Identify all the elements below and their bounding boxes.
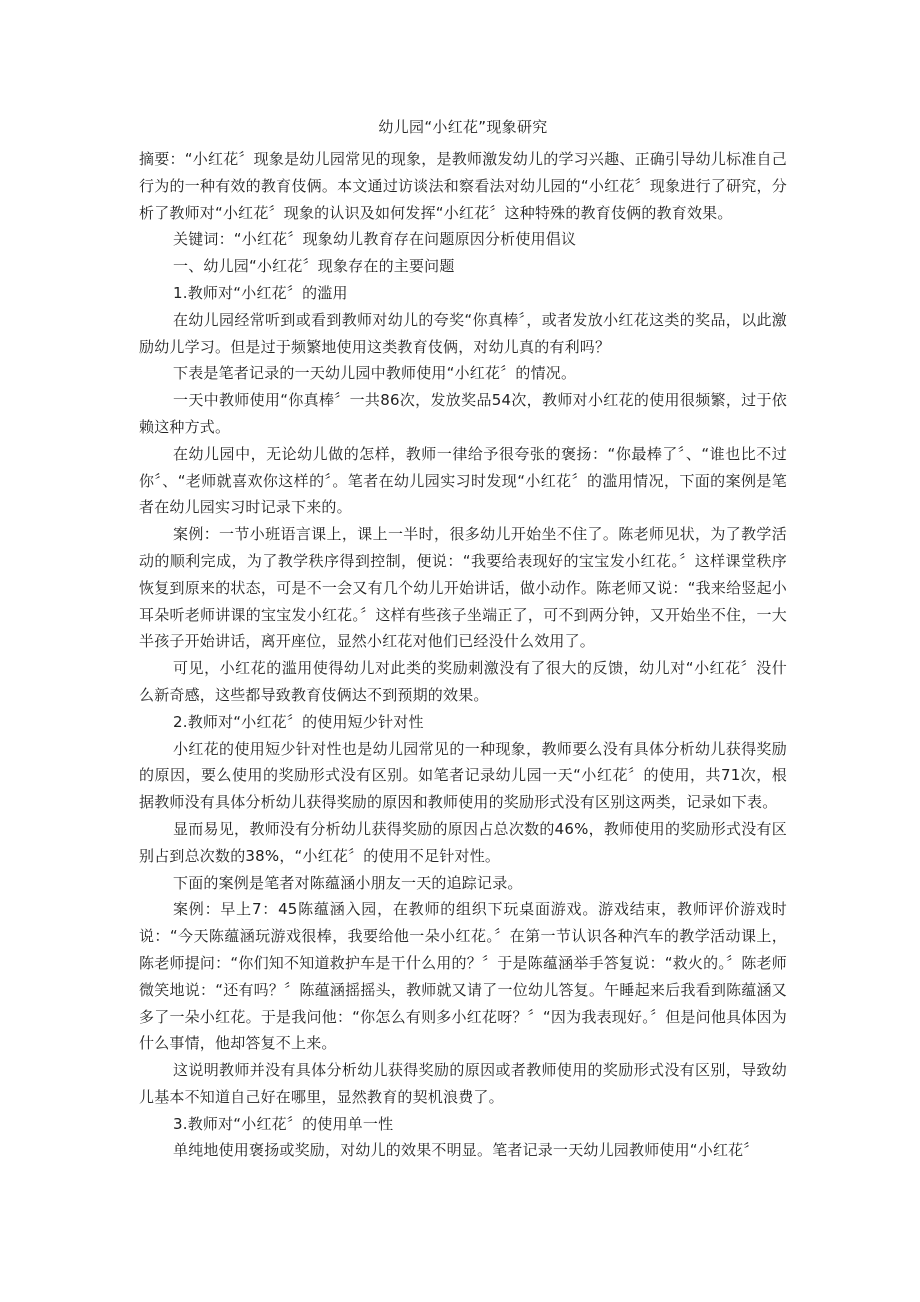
subsection-heading: 2.教师对“小红花〞的使用短少针对性 [173, 712, 424, 731]
body-paragraph: 显而易见，教师没有分析幼儿获得奖励的原因占总次数的46%，教师使用的奖励形式没有区别占到总次数的38%，“小红花〞的使用不足针对性。 [139, 819, 787, 865]
section-heading: 一、幼儿园“小红花〞现象存在的主要问题 [173, 257, 455, 276]
case-paragraph: 案例：早上7：45陈蕴涵入园，在教师的组织下玩桌面游戏。游戏结束，教师评价游戏时说：“今天陈蕴涵玩游戏很棒，我要给他一朵小红花。〞在第一节认识各种汽车的教学活动课上，陈老师提问：“你们知不知道救护车是干什么用的？〞于是陈蕴涵举手答复说：“救火的。〞陈老师微笑地说：“还有吗？〞陈蕴涵摇摇头，教师就又请了一位幼儿答复。午睡起来后我看到陈蕴涵又多了一朵小红花。于是我问他：“你怎么有则多小红花呀？〞“因为我表现好。〞但是问他具体因为什么事情，他却答复不上来。 [139, 900, 787, 1053]
body-paragraph: 在幼儿园中，无论幼儿做的怎样，教师一律给予很夸张的褒扬：“你最棒了〞、“谁也比不过你〞、“老师就喜欢你这样的〞。笔者在幼儿园实习时发现“小红花〞的滥用情况，下面的案例是笔者在幼儿园实习时记录下来的。 [139, 444, 787, 517]
body-paragraph: 可见，小红花的滥用使得幼儿对此类的奖励刺激没有了很大的反馈，幼儿对“小红花〞没什么新奇感，这些都导致教育伎俩达不到预期的效果。 [139, 659, 787, 704]
body-paragraph: 下面的案例是笔者对陈蕴涵小朋友一天的追踪记录。 [173, 873, 523, 892]
body-paragraph: 一天中教师使用“你真棒〞一共86次，发放奖品54次，教师对小红花的使用很频繁，过于依赖这种方式。 [139, 391, 787, 436]
body-paragraph: 下表是笔者记录的一天幼儿园中教师使用“小红花〞的情况。 [173, 364, 577, 383]
page-title: 幼儿园“小红花”现象研究 [378, 118, 548, 136]
case-paragraph: 案例：一节小班语言课上，课上一半时，很多幼儿开始坐不住了。陈老师见状，为了教学活动的顺利完成，为了教学秩序得到控制，便说：“我要给表现好的宝宝发小红花。〞这样课堂秩序恢复到原来的状态，可是不一会又有几个幼儿开始讲话，做小动作。陈老师又说：“我来给竖起小耳朵听老师讲课的宝宝发小红花。〞这样有些孩子坐端正了，可不到两分钟，又开始坐不住，一大半孩子开始讲话，离开座位，显然小红花对他们已经没什么效用了。 [139, 525, 787, 651]
subsection-heading: 3.教师对“小红花〞的使用单一性 [173, 1114, 394, 1133]
body-paragraph: 在幼儿园经常听到或看到教师对幼儿的夸奖“你真棒〞，或者发放小红花这类的奖品，以此激励幼儿学习。但是过于频繁地使用这类教育伎俩，对幼儿真的有利吗？ [139, 310, 787, 356]
body-paragraph: 这说明教师并没有具体分析幼儿获得奖励的原因或者教师使用的奖励形式没有区别，导致幼儿基本不知道自己好在哪里，显然教育的契机浪费了。 [139, 1061, 787, 1106]
body-paragraph: 小红花的使用短少针对性也是幼儿园常见的一种现象，教师要么没有具体分析幼儿获得奖励的原因，要么使用的奖励形式没有区别。如笔者记录幼儿园一天“小红花〞的使用，共71次，根据教师没有具体分析幼儿获得奖励的原因和教师使用的奖励形式没有区别这两类，记录如下表。 [139, 739, 787, 812]
keywords-paragraph: 关键词：“小红花〞现象幼儿教育存在问题原因分析使用倡议 [173, 230, 577, 249]
document-body [139, 112, 787, 1164]
subsection-heading: 1.教师对“小红花〞的滥用 [173, 283, 348, 302]
body-paragraph: 单纯地使用褒扬或奖励，对幼儿的效果不明显。笔者记录一天幼儿园教师使用“小红花〞 [173, 1141, 759, 1160]
abstract-paragraph: 摘要：“小红花〞现象是幼儿园常见的现象，是教师激发幼儿的学习兴趣、正确引导幼儿标准自己行为的一种有效的教育伎俩。本文通过访谈法和察看法对幼儿园的“小红花〞现象进行了研究，分析了教师对“小红花〞现象的认识及如何发挥“小红花〞这种特殊的教育伎俩的教育效果。 [139, 150, 787, 222]
